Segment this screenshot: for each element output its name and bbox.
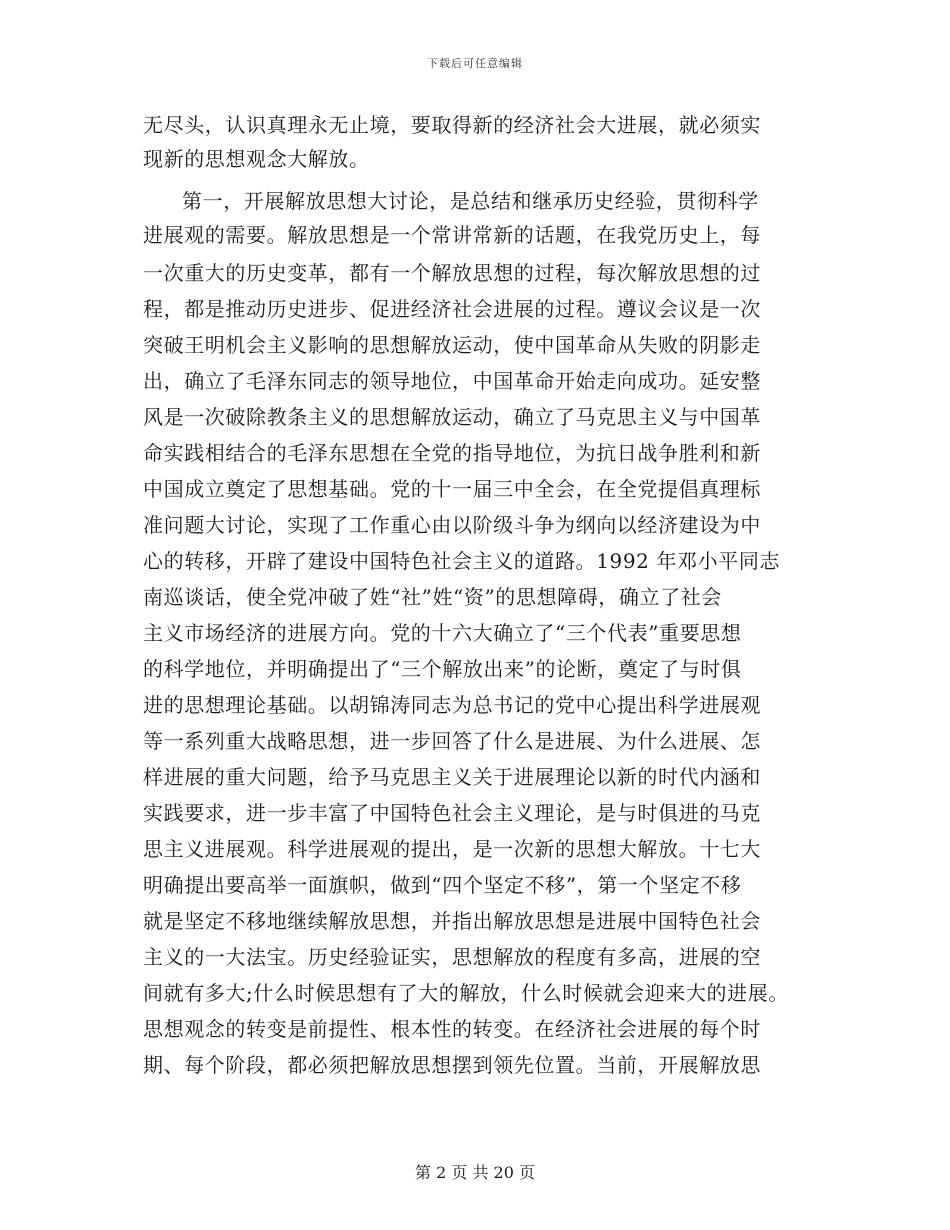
text-line: 无尽头，认识真理永无止境，要取得新的经济社会大进展，就必须实: [143, 113, 761, 137]
text-line: 程，都是推动历史进步、促进经济社会进展的过程。遵议会议是一次: [143, 297, 761, 321]
page-number-footer: 第 2 页 共 20 页: [415, 1163, 535, 1182]
text-line: 现新的思想观念大解放。: [143, 147, 370, 171]
text-line: 风是一次破除教条主义的思想解放运动，确立了马克思主义与中国革: [143, 405, 761, 429]
text-line: 样进展的重大问题，给予马克思主义关于进展理论以新的时代内涵和: [143, 765, 761, 789]
page-header: 下载后可任意编辑: [427, 57, 523, 70]
text-line: 一次重大的历史变革，都有一个解放思想的过程，每次解放思想的过: [143, 261, 761, 285]
text-line: 间就有多大;什么时候思想有了大的解放，什么时候就会迎来大的进展。: [143, 981, 789, 1005]
text-line: 南巡谈话，使全党冲破了姓“社”姓“资”的思想障碍，确立了社会: [143, 585, 722, 609]
text-line: 实践要求，进一步丰富了中国特色社会主义理论，是与时俱进的马克: [143, 801, 761, 825]
text-line: 明确提出要高举一面旗帜，做到“四个坚定不移”，第一个坚定不移: [143, 873, 742, 897]
text-line: 就是坚定不移地继续解放思想，并指出解放思想是进展中国特色社会: [143, 909, 761, 933]
text-line: 心的转移，开辟了建设中国特色社会主义的道路。1992 年邓小平同志: [143, 549, 781, 573]
text-line: 出，确立了毛泽东同志的领导地位，中国革命开始走向成功。延安整: [143, 369, 761, 393]
text-line: 中国成立奠定了思想基础。党的十一届三中全会，在全党提倡真理标: [143, 477, 761, 501]
text-line: 准问题大讨论，实现了工作重心由以阶级斗争为纲向以经济建设为中: [143, 513, 761, 537]
text-line: 命实践相结合的毛泽东思想在全党的指导地位，为抗日战争胜利和新: [143, 441, 761, 465]
text-line: 突破王明机会主义影响的思想解放运动，使中国革命从失败的阴影走: [143, 333, 761, 357]
paragraph-first-line: 第一，开展解放思想大讨论，是总结和继承历史经验，贯彻科学: [182, 189, 759, 213]
text-line: 主义的一大法宝。历史经验证实，思想解放的程度有多高，进展的空: [143, 945, 761, 969]
text-line: 进展观的需要。解放思想是一个常讲常新的话题，在我党历史上，每: [143, 223, 761, 247]
text-line: 思想观念的转变是前提性、根本性的转变。在经济社会进展的每个时: [143, 1017, 761, 1041]
text-line: 进的思想理论基础。以胡锦涛同志为总书记的党中心提出科学进展观: [143, 693, 761, 717]
text-line: 等一系列重大战略思想，进一步回答了什么是进展、为什么进展、怎: [143, 729, 761, 753]
text-line: 思主义进展观。科学进展观的提出，是一次新的思想大解放。十七大: [143, 837, 761, 861]
text-line: 期、每个阶段，都必须把解放思想摆到领先位置。当前，开展解放思: [143, 1053, 761, 1077]
text-line: 主义市场经济的进展方向。党的十六大确立了“三个代表”重要思想: [143, 621, 742, 645]
text-line: 的科学地位，并明确提出了“三个解放出来”的论断，奠定了与时俱: [143, 657, 742, 681]
